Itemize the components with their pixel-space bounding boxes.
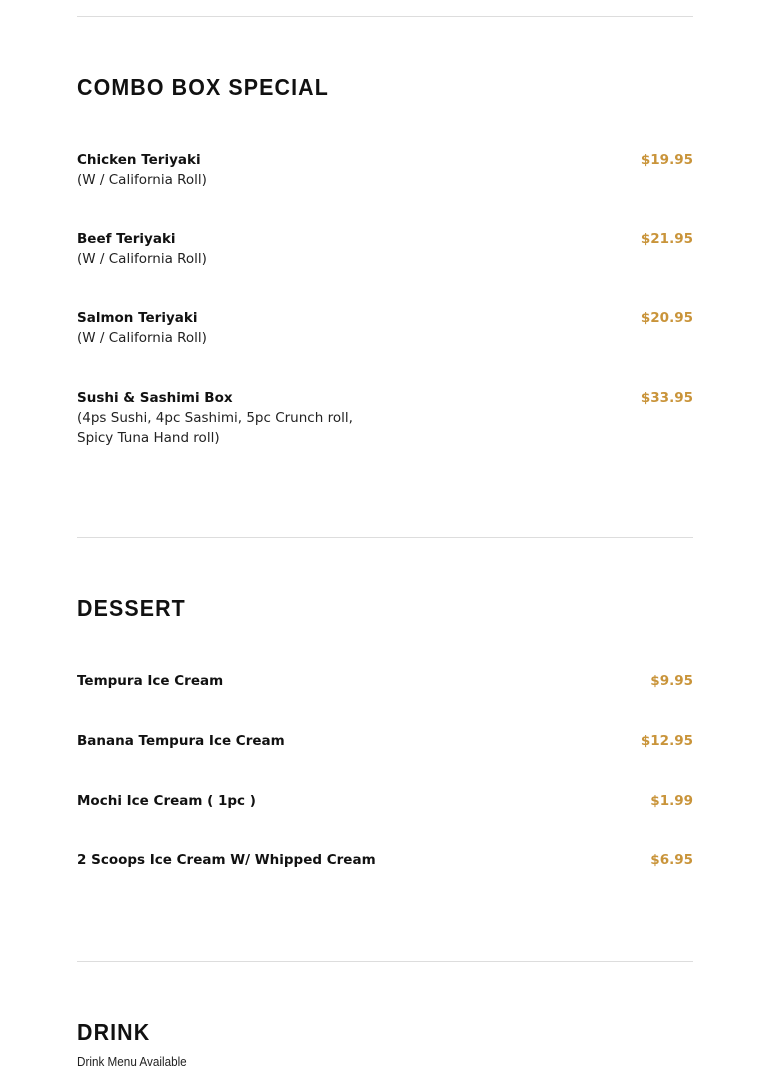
menu-item-price: $12.95 [640, 733, 693, 749]
menu-item-description: (W / California Roll) [77, 330, 207, 346]
section-divider [77, 16, 693, 17]
menu-item-description: (W / California Roll) [77, 172, 207, 188]
section-title-dessert: DESSERT [77, 595, 186, 621]
menu-item-name: 2 Scoops Ice Cream W/ Whipped Cream [77, 852, 376, 868]
section-subtitle-drink-menu: Drink Menu Available [77, 1054, 187, 1069]
menu-item-price: $1.99 [650, 793, 693, 809]
section-divider [77, 961, 693, 962]
menu-item-name: Mochi Ice Cream ( 1pc ) [77, 793, 256, 809]
menu-item-price: $21.95 [640, 231, 693, 247]
section-title-combo-box-special: COMBO BOX SPECIAL [77, 74, 329, 100]
menu-item-name: Banana Tempura Ice Cream [77, 733, 285, 749]
menu-item-price: $6.95 [650, 852, 693, 868]
menu-item-name: Chicken Teriyaki [77, 152, 201, 168]
menu-item-price: $19.95 [640, 152, 693, 168]
menu-item-name: Tempura Ice Cream [77, 673, 224, 689]
section-title-drink: DRINK [77, 1019, 151, 1045]
menu-item-description: (W / California Roll) [77, 251, 207, 267]
section-divider [77, 537, 693, 538]
menu-item-description: (4ps Sushi, 4pc Sashimi, 5pc Crunch roll, Spicy Tuna Hand roll) [77, 410, 353, 446]
menu-item-price: $33.95 [640, 390, 693, 406]
menu-item-name: Beef Teriyaki [77, 231, 176, 247]
menu-item-price: $9.95 [650, 673, 693, 689]
menu-item-name: Salmon Teriyaki [77, 310, 198, 326]
menu-item-price: $20.95 [640, 310, 693, 326]
menu-item-name: Sushi & Sashimi Box [77, 390, 233, 406]
